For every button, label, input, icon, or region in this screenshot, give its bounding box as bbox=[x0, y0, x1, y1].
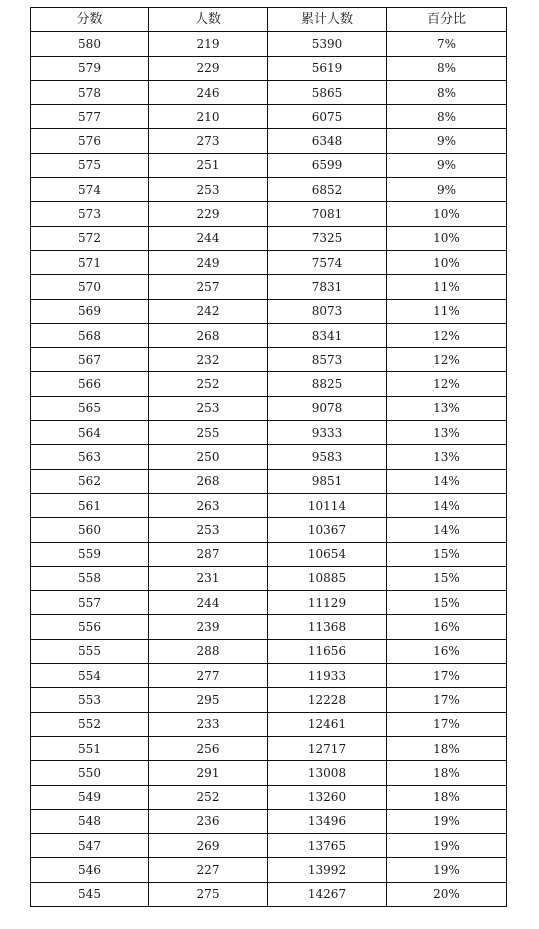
cell-percent: 14% bbox=[387, 469, 507, 493]
cell-cumulative: 7325 bbox=[268, 226, 387, 250]
cell-percent: 18% bbox=[387, 761, 507, 785]
cell-count: 256 bbox=[149, 736, 268, 760]
cell-count: 295 bbox=[149, 688, 268, 712]
cell-cumulative: 9583 bbox=[268, 445, 387, 469]
table-row bbox=[31, 736, 507, 760]
table-row bbox=[31, 639, 507, 663]
cell-score: 572 bbox=[31, 226, 149, 250]
table-row bbox=[31, 615, 507, 639]
table-row bbox=[31, 275, 507, 299]
score-distribution-table bbox=[30, 7, 507, 907]
cell-percent: 9% bbox=[387, 153, 507, 177]
cell-percent: 8% bbox=[387, 105, 507, 129]
cell-percent: 15% bbox=[387, 566, 507, 590]
cell-count: 239 bbox=[149, 615, 268, 639]
cell-percent: 12% bbox=[387, 323, 507, 347]
cell-count: 252 bbox=[149, 372, 268, 396]
cell-percent: 8% bbox=[387, 80, 507, 104]
cell-count: 210 bbox=[149, 105, 268, 129]
cell-cumulative: 11368 bbox=[268, 615, 387, 639]
cell-percent: 17% bbox=[387, 712, 507, 736]
cell-percent: 17% bbox=[387, 688, 507, 712]
cell-cumulative: 8341 bbox=[268, 323, 387, 347]
cell-score: 567 bbox=[31, 348, 149, 372]
cell-count: 232 bbox=[149, 348, 268, 372]
cell-score: 563 bbox=[31, 445, 149, 469]
cell-cumulative: 13765 bbox=[268, 834, 387, 858]
cell-percent: 9% bbox=[387, 129, 507, 153]
cell-count: 227 bbox=[149, 858, 268, 882]
cell-count: 244 bbox=[149, 226, 268, 250]
cell-count: 275 bbox=[149, 882, 268, 906]
cell-score: 548 bbox=[31, 809, 149, 833]
cell-score: 571 bbox=[31, 250, 149, 274]
cell-count: 257 bbox=[149, 275, 268, 299]
cell-cumulative: 14267 bbox=[268, 882, 387, 906]
cell-percent: 17% bbox=[387, 664, 507, 688]
cell-percent: 11% bbox=[387, 275, 507, 299]
cell-score: 578 bbox=[31, 80, 149, 104]
cell-score: 550 bbox=[31, 761, 149, 785]
cell-score: 545 bbox=[31, 882, 149, 906]
cell-cumulative: 12717 bbox=[268, 736, 387, 760]
cell-cumulative: 11129 bbox=[268, 591, 387, 615]
cell-count: 268 bbox=[149, 323, 268, 347]
cell-percent: 16% bbox=[387, 639, 507, 663]
cell-percent: 16% bbox=[387, 615, 507, 639]
table-row bbox=[31, 323, 507, 347]
header-score: 分数 bbox=[31, 8, 149, 32]
cell-score: 554 bbox=[31, 664, 149, 688]
table-body bbox=[31, 32, 507, 907]
table-row bbox=[31, 493, 507, 517]
cell-percent: 8% bbox=[387, 56, 507, 80]
cell-cumulative: 9078 bbox=[268, 396, 387, 420]
table-row bbox=[31, 348, 507, 372]
table-row bbox=[31, 469, 507, 493]
cell-cumulative: 7574 bbox=[268, 250, 387, 274]
cell-score: 579 bbox=[31, 56, 149, 80]
table-row bbox=[31, 56, 507, 80]
cell-score: 580 bbox=[31, 32, 149, 56]
cell-percent: 11% bbox=[387, 299, 507, 323]
cell-cumulative: 8825 bbox=[268, 372, 387, 396]
cell-count: 244 bbox=[149, 591, 268, 615]
cell-percent: 10% bbox=[387, 226, 507, 250]
cell-cumulative: 6348 bbox=[268, 129, 387, 153]
table-row bbox=[31, 712, 507, 736]
table-row bbox=[31, 858, 507, 882]
cell-cumulative: 10654 bbox=[268, 542, 387, 566]
cell-score: 561 bbox=[31, 493, 149, 517]
cell-count: 236 bbox=[149, 809, 268, 833]
cell-count: 229 bbox=[149, 202, 268, 226]
table-row bbox=[31, 664, 507, 688]
cell-cumulative: 8573 bbox=[268, 348, 387, 372]
cell-count: 249 bbox=[149, 250, 268, 274]
cell-score: 564 bbox=[31, 421, 149, 445]
cell-count: 273 bbox=[149, 129, 268, 153]
cell-score: 559 bbox=[31, 542, 149, 566]
cell-score: 558 bbox=[31, 566, 149, 590]
cell-cumulative: 5619 bbox=[268, 56, 387, 80]
cell-score: 570 bbox=[31, 275, 149, 299]
cell-count: 253 bbox=[149, 396, 268, 420]
cell-cumulative: 7831 bbox=[268, 275, 387, 299]
cell-count: 253 bbox=[149, 178, 268, 202]
cell-cumulative: 13260 bbox=[268, 785, 387, 809]
cell-score: 569 bbox=[31, 299, 149, 323]
cell-percent: 12% bbox=[387, 372, 507, 396]
cell-percent: 18% bbox=[387, 785, 507, 809]
cell-score: 547 bbox=[31, 834, 149, 858]
cell-count: 253 bbox=[149, 518, 268, 542]
table-row bbox=[31, 785, 507, 809]
cell-cumulative: 5865 bbox=[268, 80, 387, 104]
table-row bbox=[31, 445, 507, 469]
cell-percent: 19% bbox=[387, 834, 507, 858]
table-row bbox=[31, 202, 507, 226]
cell-percent: 7% bbox=[387, 32, 507, 56]
cell-cumulative: 6599 bbox=[268, 153, 387, 177]
cell-percent: 13% bbox=[387, 445, 507, 469]
cell-cumulative: 5390 bbox=[268, 32, 387, 56]
cell-cumulative: 6075 bbox=[268, 105, 387, 129]
cell-count: 229 bbox=[149, 56, 268, 80]
cell-count: 268 bbox=[149, 469, 268, 493]
cell-cumulative: 11933 bbox=[268, 664, 387, 688]
table-row bbox=[31, 542, 507, 566]
cell-count: 231 bbox=[149, 566, 268, 590]
cell-cumulative: 12228 bbox=[268, 688, 387, 712]
table-row bbox=[31, 882, 507, 906]
cell-cumulative: 10367 bbox=[268, 518, 387, 542]
cell-percent: 13% bbox=[387, 421, 507, 445]
table-row bbox=[31, 421, 507, 445]
table-row bbox=[31, 129, 507, 153]
table-row bbox=[31, 761, 507, 785]
cell-percent: 10% bbox=[387, 202, 507, 226]
cell-cumulative: 12461 bbox=[268, 712, 387, 736]
cell-count: 291 bbox=[149, 761, 268, 785]
cell-cumulative: 9333 bbox=[268, 421, 387, 445]
cell-score: 574 bbox=[31, 178, 149, 202]
table-row bbox=[31, 396, 507, 420]
cell-count: 263 bbox=[149, 493, 268, 517]
cell-cumulative: 13008 bbox=[268, 761, 387, 785]
cell-score: 568 bbox=[31, 323, 149, 347]
cell-percent: 14% bbox=[387, 493, 507, 517]
cell-cumulative: 11656 bbox=[268, 639, 387, 663]
cell-cumulative: 10114 bbox=[268, 493, 387, 517]
cell-score: 557 bbox=[31, 591, 149, 615]
cell-cumulative: 10885 bbox=[268, 566, 387, 590]
cell-percent: 13% bbox=[387, 396, 507, 420]
header-row bbox=[31, 8, 507, 32]
cell-count: 255 bbox=[149, 421, 268, 445]
cell-score: 551 bbox=[31, 736, 149, 760]
cell-count: 242 bbox=[149, 299, 268, 323]
table-row bbox=[31, 834, 507, 858]
cell-percent: 15% bbox=[387, 542, 507, 566]
cell-count: 251 bbox=[149, 153, 268, 177]
table-row bbox=[31, 153, 507, 177]
cell-count: 219 bbox=[149, 32, 268, 56]
cell-score: 566 bbox=[31, 372, 149, 396]
table-row bbox=[31, 591, 507, 615]
cell-score: 576 bbox=[31, 129, 149, 153]
table-row bbox=[31, 518, 507, 542]
cell-cumulative: 13992 bbox=[268, 858, 387, 882]
cell-percent: 15% bbox=[387, 591, 507, 615]
cell-count: 250 bbox=[149, 445, 268, 469]
header-cumulative: 累计人数 bbox=[268, 8, 387, 32]
cell-cumulative: 8073 bbox=[268, 299, 387, 323]
cell-count: 233 bbox=[149, 712, 268, 736]
cell-score: 553 bbox=[31, 688, 149, 712]
cell-score: 560 bbox=[31, 518, 149, 542]
cell-score: 573 bbox=[31, 202, 149, 226]
table-row bbox=[31, 178, 507, 202]
cell-score: 556 bbox=[31, 615, 149, 639]
cell-percent: 10% bbox=[387, 250, 507, 274]
cell-percent: 18% bbox=[387, 736, 507, 760]
header-percent: 百分比 bbox=[387, 8, 507, 32]
cell-score: 577 bbox=[31, 105, 149, 129]
cell-percent: 20% bbox=[387, 882, 507, 906]
table-row bbox=[31, 299, 507, 323]
cell-percent: 9% bbox=[387, 178, 507, 202]
cell-cumulative: 13496 bbox=[268, 809, 387, 833]
cell-count: 277 bbox=[149, 664, 268, 688]
table-row bbox=[31, 226, 507, 250]
cell-score: 565 bbox=[31, 396, 149, 420]
cell-score: 562 bbox=[31, 469, 149, 493]
cell-score: 555 bbox=[31, 639, 149, 663]
cell-percent: 19% bbox=[387, 809, 507, 833]
table-row bbox=[31, 32, 507, 56]
cell-score: 552 bbox=[31, 712, 149, 736]
cell-count: 246 bbox=[149, 80, 268, 104]
cell-cumulative: 9851 bbox=[268, 469, 387, 493]
cell-score: 546 bbox=[31, 858, 149, 882]
cell-cumulative: 6852 bbox=[268, 178, 387, 202]
cell-score: 549 bbox=[31, 785, 149, 809]
table-row bbox=[31, 250, 507, 274]
table-row bbox=[31, 688, 507, 712]
cell-percent: 14% bbox=[387, 518, 507, 542]
cell-percent: 12% bbox=[387, 348, 507, 372]
cell-count: 252 bbox=[149, 785, 268, 809]
cell-count: 269 bbox=[149, 834, 268, 858]
table-header bbox=[31, 8, 507, 32]
table-row bbox=[31, 105, 507, 129]
table-row bbox=[31, 809, 507, 833]
cell-percent: 19% bbox=[387, 858, 507, 882]
cell-count: 287 bbox=[149, 542, 268, 566]
table-row bbox=[31, 566, 507, 590]
cell-count: 288 bbox=[149, 639, 268, 663]
cell-cumulative: 7081 bbox=[268, 202, 387, 226]
cell-score: 575 bbox=[31, 153, 149, 177]
table-row bbox=[31, 80, 507, 104]
header-count: 人数 bbox=[149, 8, 268, 32]
table-row bbox=[31, 372, 507, 396]
